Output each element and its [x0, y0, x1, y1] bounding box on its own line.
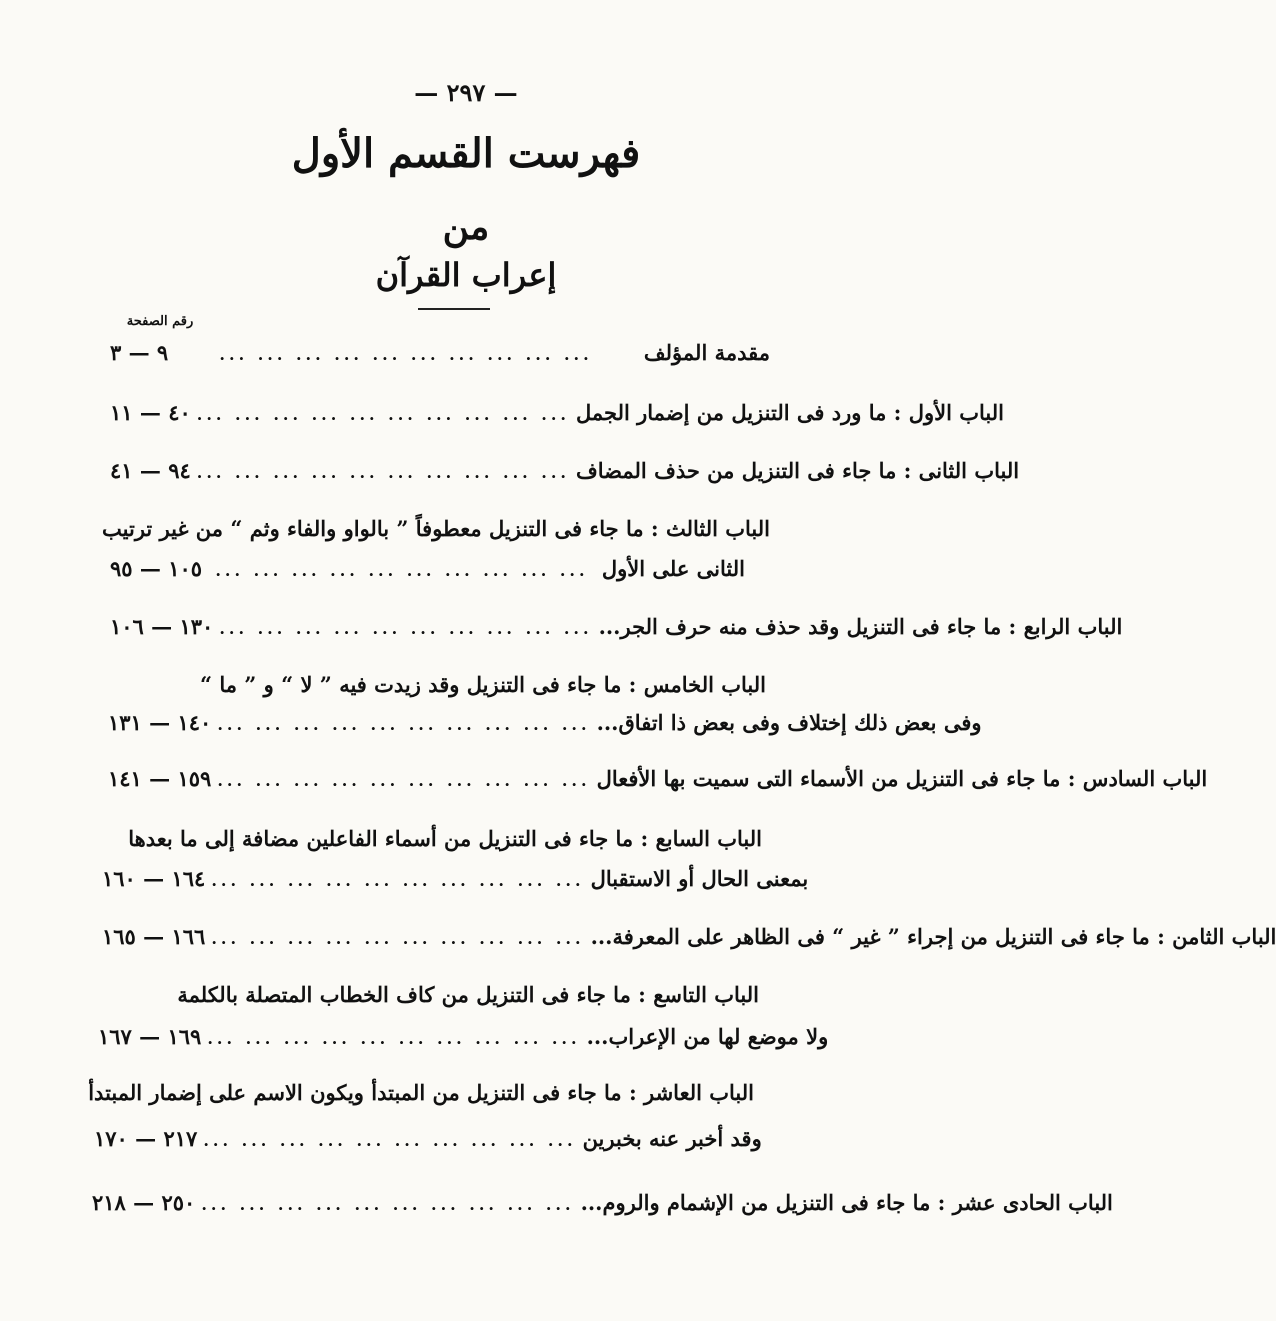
toc-title-line1: الباب الثالث : ما جاء فى التنزيل معطوفاً ” بالواو والفاء وثم “ من غير ترتيب	[102, 516, 770, 541]
toc-pages: ١٥٩ — ١٤١	[108, 766, 212, 791]
toc-title: الباب الثامن : ما جاء فى التنزيل من إجراء ” غير “ فى الظاهر على المعرفة...	[590, 924, 1276, 949]
toc-pages: ١٤٠ — ١٣١	[108, 710, 212, 735]
toc-pages: ٩٤ — ٤١	[110, 458, 191, 483]
toc-title: الثانى على الأول	[601, 556, 745, 581]
toc-entry	[110, 400, 1004, 425]
dot-leader: ... ... ... ... ... ... ... ... ... ...	[211, 871, 585, 890]
page-column-header: رقم الصفحة	[126, 314, 194, 329]
toc-entry	[110, 614, 1123, 639]
book-title: إعراب القرآن	[375, 256, 557, 294]
toc-title-line1: الباب التاسع : ما جاء فى التنزيل من كاف الخطاب المتصلة بالكلمة	[177, 982, 759, 1007]
dot-leader: ... ... ... ... ... ... ... ... ... ...	[219, 345, 593, 364]
dot-leader: ... ... ... ... ... ... ... ... ... ...	[211, 929, 585, 948]
page-title: فهرست القسم الأول	[291, 130, 641, 177]
toc-entry	[110, 458, 1020, 483]
toc-title-line1: الباب السابع : ما جاء فى التنزيل من أسماء الفاعلين مضافة إلى ما بعدها	[128, 826, 762, 851]
toc-pages: ٩ — ٣	[110, 340, 169, 365]
toc-entry	[102, 924, 1276, 949]
toc-title: الباب الثانى : ما جاء فى التنزيل من حذف المضاف	[576, 458, 1020, 483]
toc-title: الباب السادس : ما جاء فى التنزيل من الأسماء التى سميت بها الأفعال	[596, 766, 1208, 791]
toc-title-line1: الباب الخامس : ما جاء فى التنزيل وقد زيدت فيه ” لا “ و ” ما “	[199, 672, 766, 697]
dot-leader: ... ... ... ... ... ... ... ... ... ...	[217, 715, 591, 734]
dot-leader: ... ... ... ... ... ... ... ... ... ...	[215, 561, 589, 580]
toc-title-line1: الباب العاشر : ما جاء فى التنزيل من المبتدأ ويكون الاسم على إضمار المبتدأ	[88, 1080, 754, 1105]
toc-pages: ٢١٧ — ١٧٠	[94, 1126, 198, 1151]
toc-title: الباب الحادى عشر : ما جاء فى التنزيل من الإشمام والروم...	[580, 1190, 1113, 1215]
toc-title: وفى بعض ذلك إختلاف وفى بعض ذا اتفاق...	[596, 710, 982, 735]
dot-leader: ... ... ... ... ... ... ... ... ... ...	[196, 405, 570, 424]
dot-leader: ... ... ... ... ... ... ... ... ... ...	[207, 1029, 581, 1048]
dot-leader: ... ... ... ... ... ... ... ... ... ...	[217, 771, 591, 790]
title-connector: من	[442, 206, 490, 248]
toc-pages: ٤٠ — ١١	[110, 400, 191, 425]
toc-entry	[102, 866, 809, 891]
toc-entry	[108, 766, 1208, 791]
toc-title: وقد أخبر عنه بخبرين	[582, 1126, 762, 1151]
toc-title: الباب الرابع : ما جاء فى التنزيل وقد حذف منه حرف الجر...	[598, 614, 1123, 639]
toc-title: ولا موضع لها من الإعراب...	[586, 1024, 829, 1049]
toc-entry	[108, 710, 982, 735]
toc-entry	[98, 1024, 829, 1049]
page-number: — ٢٩٧ —	[414, 78, 518, 107]
toc-entry	[92, 1190, 1113, 1215]
dot-leader: ... ... ... ... ... ... ... ... ... ...	[203, 1131, 577, 1150]
toc-pages: ١٣٠ — ١٠٦	[110, 614, 214, 639]
toc-pages: ٢٥٠ — ٢١٨	[92, 1190, 196, 1215]
toc-title: بمعنى الحال أو الاستقبال	[590, 866, 809, 891]
toc-pages: ١٠٥ — ٩٥	[110, 556, 203, 581]
toc-entry	[110, 556, 745, 581]
title-underline	[418, 308, 490, 310]
toc-title: الباب الأول : ما ورد فى التنزيل من إضمار الجمل	[576, 400, 1004, 425]
toc-pages: ١٦٩ — ١٦٧	[98, 1024, 202, 1049]
toc-entry	[94, 1126, 762, 1151]
toc-entry	[110, 340, 770, 365]
dot-leader: ... ... ... ... ... ... ... ... ... ...	[196, 463, 570, 482]
toc-title: مقدمة المؤلف	[643, 340, 770, 365]
dot-leader: ... ... ... ... ... ... ... ... ... ...	[219, 619, 593, 638]
toc-pages: ١٦٤ — ١٦٠	[102, 866, 206, 891]
toc-pages: ١٦٦ — ١٦٥	[102, 924, 206, 949]
dot-leader: ... ... ... ... ... ... ... ... ... ...	[201, 1195, 575, 1214]
